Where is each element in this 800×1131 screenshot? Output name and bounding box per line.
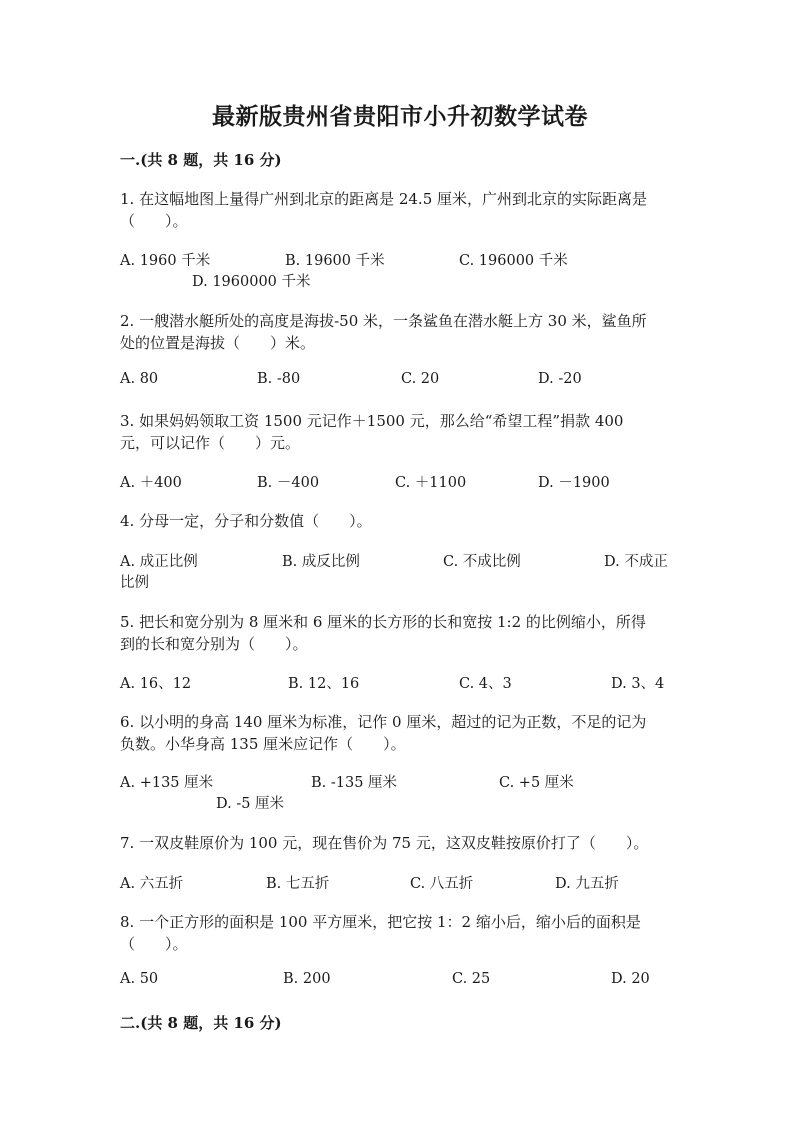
option-a: A. 1960 千米: [120, 253, 211, 269]
question-text-line: 8. 一个正方形的面积是 100 平方厘米，把它按 1：2 缩小后，缩小后的面积是: [120, 913, 641, 931]
option-d-continuation: 比例: [120, 575, 149, 591]
option-a: A. 50: [120, 971, 159, 987]
question-text-line: 到的长和宽分别为（ ）。: [120, 635, 308, 653]
question-text-line: 2. 一艘潜水艇所处的高度是海拔-50 米，一条鲨鱼在潜水艇上方 30 米，鲨鱼所: [120, 312, 647, 330]
option-b: B. 成反比例: [282, 554, 360, 570]
question-text-line: 元，可以记作（ ）元。: [120, 434, 301, 452]
question-text-line: 7. 一双皮鞋原价为 100 元，现在售价为 75 元，这双皮鞋按原价打了（ ）。: [120, 834, 649, 852]
option-b: B. 12、16: [288, 676, 360, 692]
option-c: C. 20: [401, 371, 440, 387]
option-b: B. -135 厘米: [311, 775, 398, 791]
option-a: A. 16、12: [120, 676, 192, 692]
option-c: C. 4、3: [459, 676, 512, 692]
question-text-line: 负数。小华身高 135 厘米应记作（ ）。: [120, 735, 406, 753]
question-text-line: 4. 分母一定，分子和分数值（ ）。: [120, 512, 372, 530]
option-d: D. -5 厘米: [216, 796, 285, 812]
option-d: D. -20: [538, 371, 582, 387]
option-d: D. 不成正: [604, 554, 668, 570]
question-text-line: （ ）。: [120, 935, 188, 953]
option-c: C. ＋1100: [395, 475, 467, 491]
option-a: A. 六五折: [120, 876, 184, 892]
option-d: D. －1900: [538, 475, 610, 491]
option-a: A. ＋400: [120, 475, 182, 491]
option-c: C. 196000 千米: [459, 253, 568, 269]
page-title: 最新版贵州省贵阳市小升初数学试卷: [212, 103, 588, 130]
question-text-line: （ ）。: [120, 212, 188, 230]
option-a: A. +135 厘米: [120, 775, 214, 791]
option-c: C. 八五折: [410, 876, 474, 892]
option-c: C. +5 厘米: [499, 775, 574, 791]
question-text-line: 1. 在这幅地图上量得广州到北京的距离是 24.5 厘米，广州到北京的实际距离是: [120, 190, 648, 208]
option-a: A. 80: [120, 371, 159, 387]
question-text-line: 处的位置是海拔（ ）米。: [120, 334, 316, 352]
option-b: B. 19600 千米: [285, 253, 385, 269]
option-b: B. -80: [257, 371, 301, 387]
section-heading-one: 一.(共 8 题，共 16 分): [120, 151, 282, 169]
question-text-line: 3. 如果妈妈领取工资 1500 元记作＋1500 元，那么给“希望工程”捐款 400: [120, 412, 624, 430]
option-d: D. 3、4: [611, 676, 665, 692]
option-c: C. 25: [452, 971, 491, 987]
section-heading-two: 二.(共 8 题，共 16 分): [120, 1014, 282, 1032]
option-d: D. 九五折: [555, 876, 619, 892]
option-b: B. 七五折: [266, 876, 330, 892]
option-c: C. 不成比例: [443, 554, 521, 570]
option-d: D. 1960000 千米: [192, 274, 311, 290]
question-text-line: 5. 把长和宽分别为 8 厘米和 6 厘米的长方形的长和宽按 1:2 的比例缩小，所得: [120, 613, 646, 631]
option-a: A. 成正比例: [120, 554, 198, 570]
option-b: B. 200: [283, 971, 331, 987]
option-d: D. 20: [611, 971, 650, 987]
question-text-line: 6. 以小明的身高 140 厘米为标准，记作 0 厘米，超过的记为正数，不足的记为: [120, 713, 647, 731]
option-b: B. －400: [257, 475, 320, 491]
